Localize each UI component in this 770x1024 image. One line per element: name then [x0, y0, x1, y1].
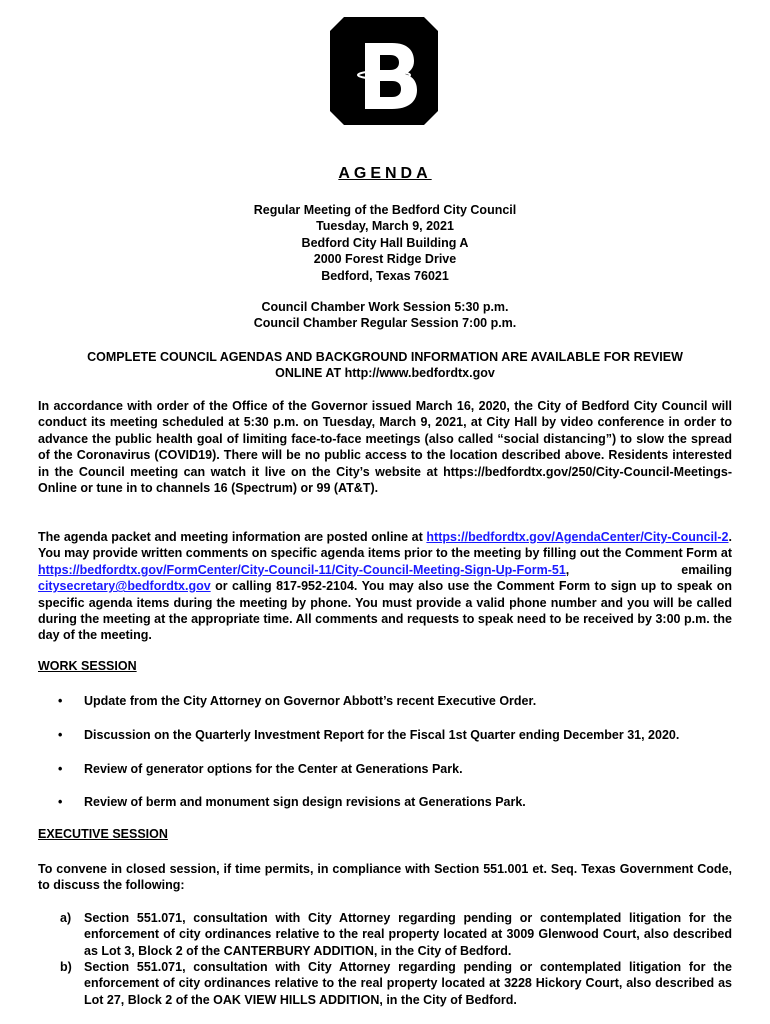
- meeting-info: [0, 202, 770, 284]
- packet-text-4: or calling 817-952-2104. You may also use the Comment Form to sign up to speak on specific agenda items during the meeting by phone. You must provide a valid phone number and you will be called during the meeting at the appropriate time. All comments and requests to speak need to be received by 3:00 p.m. the day of the meeting.: [38, 579, 732, 643]
- city-secretary-email-link[interactable]: citysecretary@bedfordtx.gov: [38, 579, 211, 594]
- work-item-text: Review of berm and monument sign design revisions at Generations Park.: [84, 795, 526, 809]
- list-item: [60, 910, 732, 959]
- item-text: Section 551.071, consultation with City Attorney regarding pending or contemplated litigation for the enforcement of city ordinances relative to the real property located at 3228 Hickory Court, also described as Lot 27, Block 2 of the OAK VIEW HILLS ADDITION, in the City of Bedford.: [84, 960, 732, 1007]
- meeting-city: Bedford, Texas 76021: [321, 268, 449, 283]
- work-session-heading: WORK SESSION: [38, 659, 137, 673]
- bullet-icon: •: [58, 728, 63, 742]
- item-label: b): [60, 960, 72, 974]
- session-times: [0, 299, 770, 332]
- executive-session-intro: To convene in closed session, if time permits, in compliance with Section 551.001 et. Seq. Texas Government Code, to discuss the following:: [38, 862, 732, 893]
- comment-form-link[interactable]: https://bedfordtx.gov/FormCenter/City-Council-11/City-Council-Meeting-Sign-Up-Form-51: [38, 562, 566, 577]
- agenda-packet-paragraph: [38, 529, 732, 644]
- availability-notice: [0, 349, 770, 382]
- work-item-text: Review of generator options for the Center at Generations Park.: [84, 762, 463, 776]
- item-label: a): [60, 911, 72, 925]
- meeting-location: Bedford City Hall Building A: [301, 235, 469, 250]
- notice-line-1: COMPLETE COUNCIL AGENDAS AND BACKGROUND INFORMATION ARE AVAILABLE FOR REVIEW: [87, 350, 683, 364]
- work-session-time: Council Chamber Work Session 5:30 p.m.: [261, 300, 509, 314]
- list-item: [60, 959, 732, 1008]
- governor-order-paragraph: In accordance with order of the Office of the Governor issued March 16, 2020, the City of Bedford City Council will conduct its meeting scheduled at 5:30 p.m. on Tuesday, March 9, 2021, at City Hall by video conference in order to advance the public health goal of limiting face-to-face meetings (also called “social distancing”) to slow the spread of the Coronavirus (COVID19). There will be no public access to the location described above. Residents interested in the Council meeting can watch it live on the City’s website at https://bedfordtx.gov/250/City-Council-Meetings-Online or tune in to channels 16 (Spectrum) or 99 (AT&T).: [38, 399, 732, 496]
- meeting-address: 2000 Forest Ridge Drive: [313, 252, 457, 267]
- work-item-text: Update from the City Attorney on Governor Abbott’s recent Executive Order.: [84, 694, 537, 708]
- executive-session-heading: EXECUTIVE SESSION: [38, 827, 168, 841]
- regular-session-time: Council Chamber Regular Session 7:00 p.m.: [253, 316, 517, 331]
- packet-text-2: . You may provide written comments on specific agenda items prior to the meeting by filling out the Comment Form at: [38, 530, 732, 561]
- work-item-text: Discussion on the Quarterly Investment Report for the Fiscal 1st Quarter ending December 31, 2020.: [84, 728, 680, 742]
- packet-text-3: , emailing: [565, 562, 732, 577]
- meeting-name: Regular Meeting of the Bedford City Council: [253, 203, 517, 217]
- item-text: Section 551.071, consultation with City Attorney regarding pending or contemplated litigation for the enforcement of city ordinances relative to the real property located at 3009 Glenwood Court, also described as Lot 3, Block 2 of the CANTERBURY ADDITION, in the City of Bedford.: [84, 911, 732, 958]
- bullet-icon: •: [58, 795, 63, 809]
- agenda-title: AGENDA: [338, 165, 432, 182]
- bullet-icon: •: [58, 762, 63, 776]
- agenda-center-link[interactable]: https://bedfordtx.gov/AgendaCenter/City-Council-2: [426, 530, 729, 544]
- bullet-icon: •: [58, 694, 63, 708]
- notice-line-2: ONLINE AT http://www.bedfordtx.gov: [275, 366, 495, 381]
- packet-text-1: The agenda packet and meeting information are posted online at: [38, 530, 427, 544]
- meeting-date: Tuesday, March 9, 2021: [316, 219, 454, 234]
- bedford-logo: [330, 17, 438, 125]
